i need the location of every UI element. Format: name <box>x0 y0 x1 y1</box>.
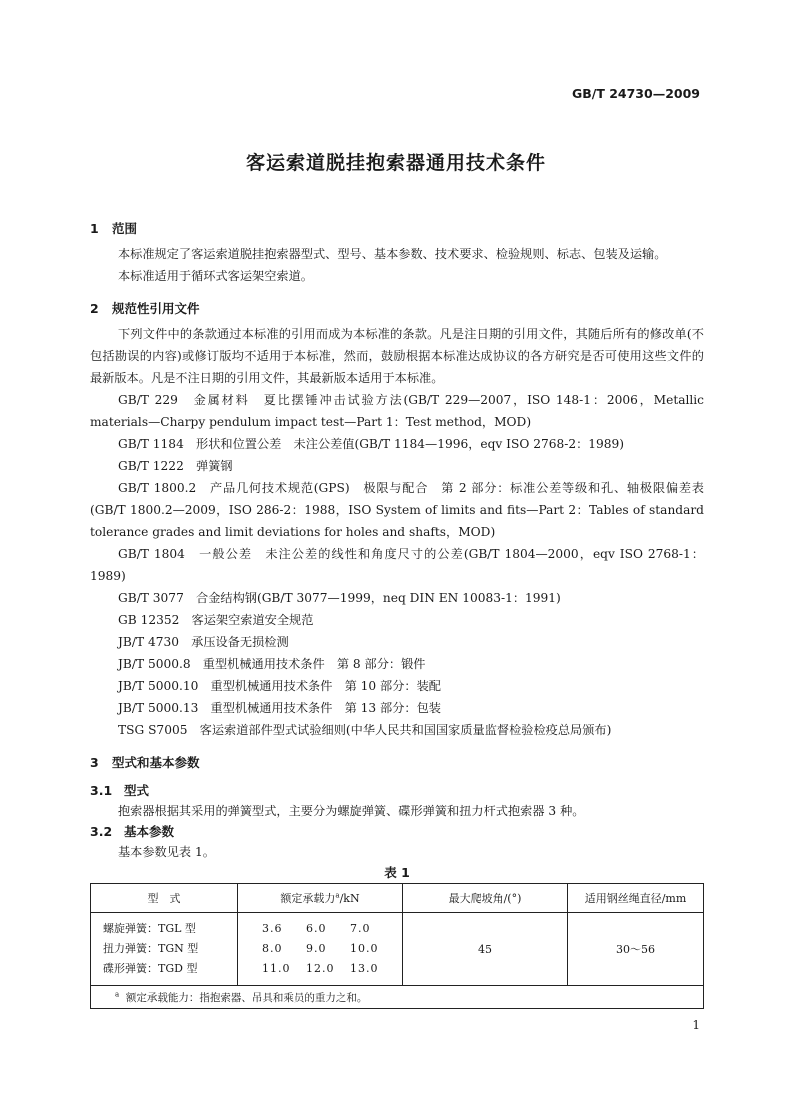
load-value: 6.0 <box>306 922 327 935</box>
load-value: 3.6 <box>262 922 283 935</box>
subsection-title: 型式 <box>124 783 150 798</box>
table-row <box>91 913 704 986</box>
rated-load-cell <box>238 913 403 986</box>
reference-item: JB/T 5000.13 重型机械通用技术条件 第 13 部分：包装 <box>118 701 441 715</box>
load-value: 11.0 <box>262 962 291 975</box>
header-max-angle: 最大爬坡角/(°) <box>403 884 568 913</box>
parameters-table <box>90 883 704 1009</box>
reference-item: GB/T 1804 一般公差 未注公差的线性和角度尺寸的公差(GB/T 1804—2000，eqv ISO 2768-1：1989) <box>90 547 704 583</box>
reference-item: JB/T 5000.10 重型机械通用技术条件 第 10 部分：装配 <box>118 679 441 693</box>
header-rated-load <box>238 884 403 913</box>
type-item: 碟形弹簧：TGD 型 <box>103 962 198 975</box>
type-item: 扭力弹簧：TGN 型 <box>103 942 199 955</box>
load-value: 8.0 <box>262 942 283 955</box>
load-value: 12.0 <box>306 962 335 975</box>
subsection-3-1-heading <box>90 781 704 800</box>
load-value: 10.0 <box>350 942 379 955</box>
type-item: 螺旋弹簧：TGL 型 <box>103 922 196 935</box>
reference-item: TSG S7005 客运索道部件型式试验细则(中华人民共和国国家质量监督检验检疫总局颁布) <box>118 723 612 737</box>
section-number: 1 <box>90 221 99 236</box>
table-header-row <box>91 884 704 913</box>
load-row <box>262 939 402 959</box>
reference-item: GB/T 1800.2 产品几何技术规范(GPS) 极限与配合 第 2 部分：标准公差等级和孔、轴极限偏差表(GB/T 1800.2—2009，ISO 286-2：1988，ISO System of limits and fits—Part 2：Tables of standard tolerance grades and limit deviations for holes and shafts，MOD) <box>90 481 704 539</box>
header-rated-load-unit: /kN <box>339 892 360 905</box>
subsection-title: 基本参数 <box>124 824 175 839</box>
table-footnote <box>91 986 704 1009</box>
section-3-heading <box>90 753 704 772</box>
table-footnote-row <box>91 986 704 1009</box>
standard-code: GB/T 24730—2009 <box>571 86 700 101</box>
reference-item: GB/T 3077 合金结构钢(GB/T 3077—1999，neq DIN EN 10083-1：1991) <box>118 591 561 605</box>
reference-item: GB/T 1222 弹簧钢 <box>118 459 233 473</box>
reference-item: JB/T 5000.8 重型机械通用技术条件 第 8 部分：锻件 <box>118 657 426 671</box>
load-row <box>262 959 402 979</box>
rope-diameter-cell: 30～56 <box>616 943 655 956</box>
section-number: 3 <box>90 755 99 770</box>
load-value: 7.0 <box>350 922 371 935</box>
paragraph: 本标准规定了客运索道脱挂抱索器型式、型号、基本参数、技术要求、检验规则、标志、包装及运输。 <box>118 247 667 261</box>
footnote-text: 额定承载能力：指抱索器、吊具和乘员的重力之和。 <box>125 991 368 1004</box>
document-title: 客运索道脱挂抱索器通用技术条件 <box>245 152 546 174</box>
reference-item: GB/T 1184 形状和位置公差 未注公差值(GB/T 1184—1996，eqv ISO 2768-2：1989) <box>118 437 625 451</box>
paragraph: 抱索器根据其采用的弹簧型式，主要分为螺旋弹簧、碟形弹簧和扭力杆式抱索器 3 种。 <box>118 804 585 818</box>
paragraph: 下列文件中的条款通过本标准的引用而成为本标准的条款。凡是注日期的引用文件，其随后所有的修改单(不包括勘误的内容)或修订版均不适用于本标准，然而，鼓励根据本标准达成协议的各方研究是否可使用这些文件的最新版本。凡是不注日期的引用文件，其最新版本适用于本标准。 <box>90 327 704 385</box>
header-type: 型 式 <box>91 884 238 913</box>
section-title: 型式和基本参数 <box>112 755 200 770</box>
subsection-number: 3.2 <box>90 824 113 839</box>
paragraph: 本标准适用于循环式客运架空索道。 <box>118 269 313 283</box>
type-cell <box>91 913 238 986</box>
subsection-number: 3.1 <box>90 783 113 798</box>
section-title: 规范性引用文件 <box>112 301 200 316</box>
load-row <box>262 919 402 939</box>
load-value: 9.0 <box>306 942 327 955</box>
load-value: 13.0 <box>350 962 379 975</box>
document-body <box>90 216 704 1009</box>
section-2-heading <box>90 299 704 318</box>
paragraph: 基本参数见表 1。 <box>118 845 215 859</box>
max-angle-cell: 45 <box>403 913 568 986</box>
header-rated-load-label: 额定承载力 <box>280 892 336 905</box>
subsection-3-2-heading <box>90 822 704 841</box>
section-title: 范围 <box>112 221 138 236</box>
section-1-heading <box>90 219 704 238</box>
page-number: 1 <box>692 1018 700 1032</box>
reference-item: GB 12352 客运架空索道安全规范 <box>118 613 314 627</box>
footnote-marker: a <box>115 990 120 998</box>
table-caption: 表 1 <box>384 865 410 880</box>
footnote-marker: a <box>335 891 340 900</box>
header-rope-diameter: 适用钢丝绳直径/mm <box>568 884 704 913</box>
reference-item: GB/T 229 金属材料 夏比摆锤冲击试验方法(GB/T 229—2007，ISO 148-1：2006，Metallic materials—Charpy pendulum impact test—Part 1：Test method，MOD) <box>90 393 704 429</box>
section-number: 2 <box>90 301 99 316</box>
reference-item: JB/T 4730 承压设备无损检测 <box>118 635 289 649</box>
